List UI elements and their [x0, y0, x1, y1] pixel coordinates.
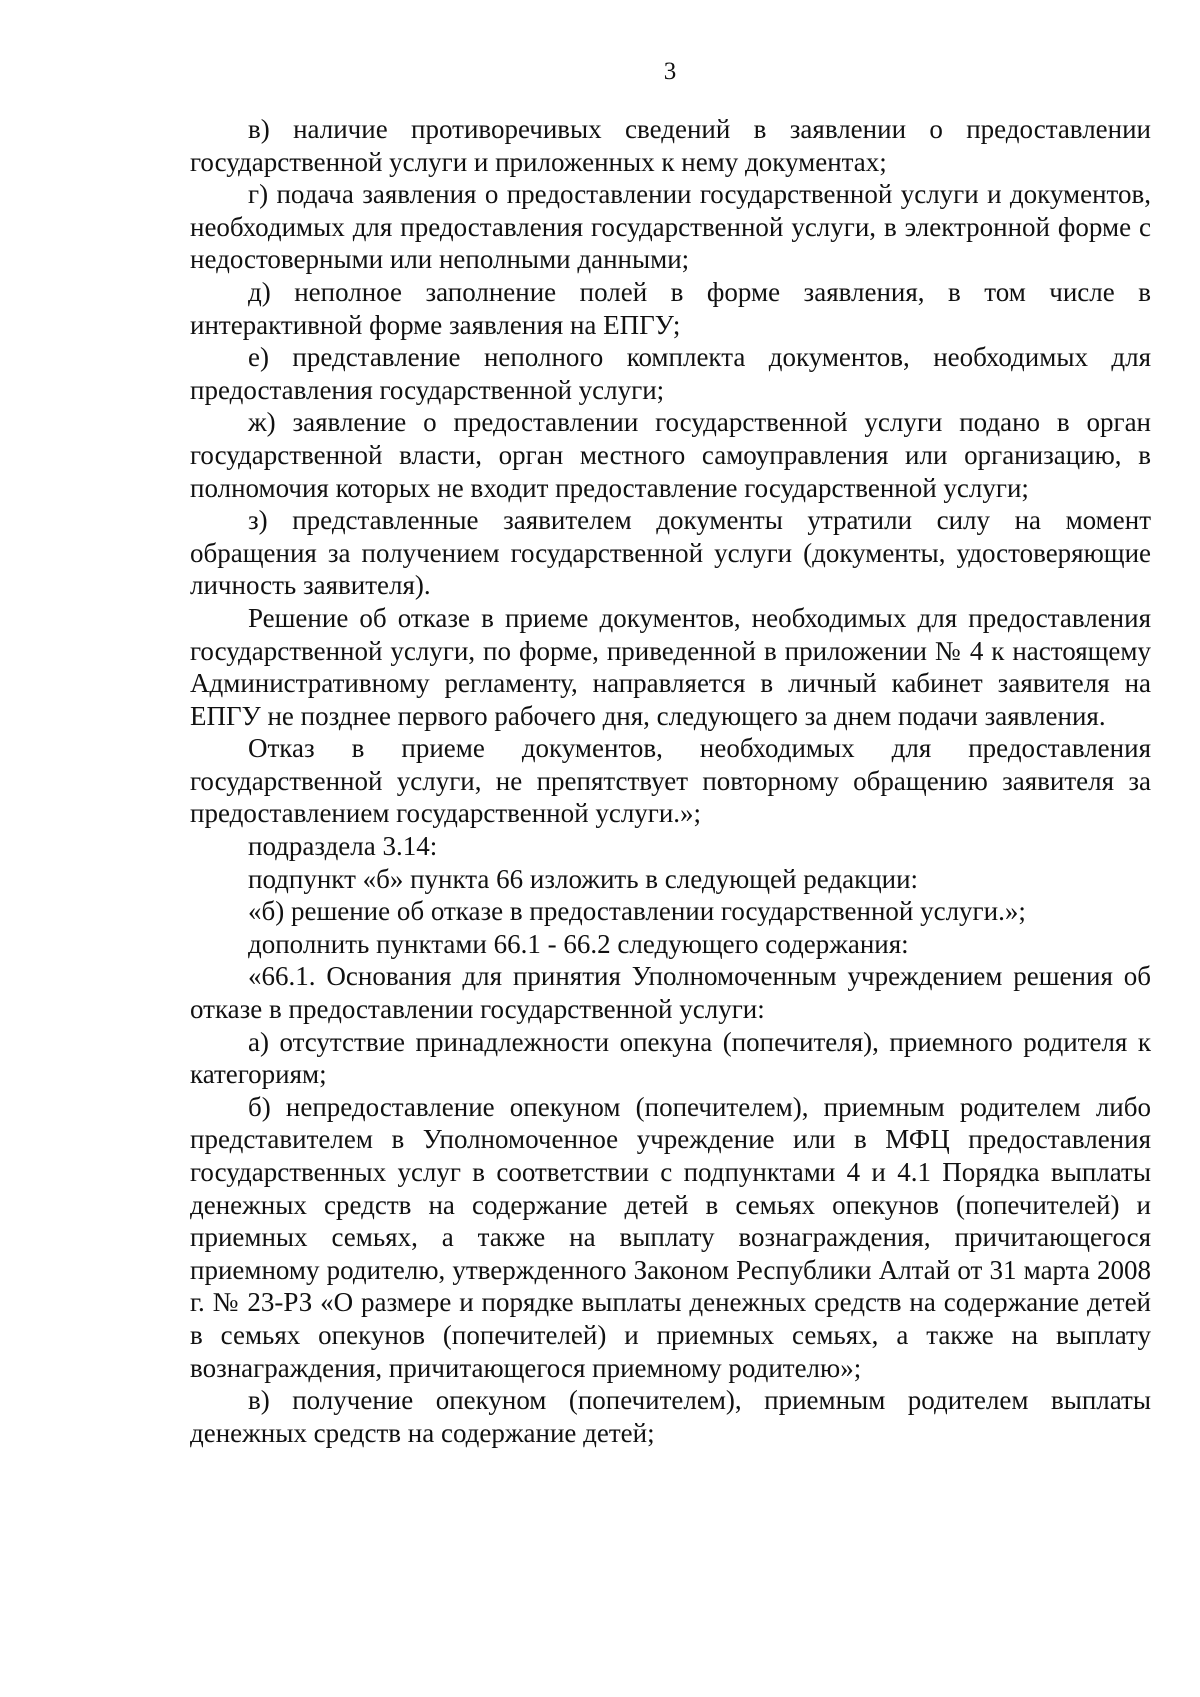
paragraph-a-no-category: а) отсутствие принадлежности опекуна (попечителя), приемного родителя к категориям;: [190, 1026, 1151, 1090]
paragraph-add-items-66-1-66-2: дополнить пунктами 66.1 - 66.2 следующего содержания:: [248, 928, 909, 959]
document-body: [190, 113, 1151, 1449]
paragraph-subsection-3-14: подраздела 3.14:: [248, 831, 438, 862]
paragraph-66-1-grounds: «66.1. Основания для принятия Уполномоченным учреждением решения об отказе в предоставлении государственной услуги:: [190, 961, 1151, 1025]
paragraph-b-refusal-decision: «б) решение об отказе в предоставлении государственной услуги.»;: [248, 896, 1026, 927]
paragraph-g-electronic-submission: г) подача заявления о предоставлении государственной услуги и документов, необходимых для предоставления государственной услуги, в электронной форме с недостоверными или неполными данными;: [190, 179, 1151, 275]
paragraph-b-non-submission: б) непредоставление опекуном (попечителем), приемным родителем либо представителем в Уполномоченное учреждение или в МФЦ предоставления государственных услуг в соответствии с подпунктами 4 и 4.1 Порядка выплаты денежных средств на содержание детей в семьях опекунов (попечителей) и приемных семьях, а также на выплату вознаграждения, причитающегося приемному родителю, утвержденного Законом Республики Алтай от 31 марта 2008 г. № 23-РЗ «О размере и порядке выплаты денежных средств на содержание детей в семьях опекунов (попечителей) и приемных семьях, а также на выплату вознаграждения, причитающегося приемному родителю»;: [190, 1091, 1151, 1383]
paragraph-e-incomplete-documents: е) представление неполного комплекта документов, необходимых для предоставления государственной услуги;: [190, 342, 1151, 405]
paragraph-v-receiving-payment: в) получение опекуном (попечителем), приемным родителем выплаты денежных средств на содержание детей;: [190, 1385, 1151, 1448]
paragraph-subpoint-b-item-66: подпункт «б» пункта 66 изложить в следующей редакции:: [248, 863, 919, 894]
paragraph-refusal-decision: Решение об отказе в приеме документов, необходимых для предоставления государственной услуги, по форме, приведенной в приложении № 4 к настоящему Административному регламенту, направляется в личный кабинет заявителя на ЕПГУ не позднее первого рабочего дня, следующего за днем подачи заявления.: [190, 602, 1151, 731]
paragraph-zh-wrong-authority: ж) заявление о предоставлении государственной услуги подано в орган государственной власти, орган местного самоуправления или организацию, в полномочия которых не входит предоставление государственной услуги;: [190, 407, 1151, 503]
paragraph-v-contradictory-info: в) наличие противоречивых сведений в заявлении о предоставлении государственной услуги и приложенных к нему документах;: [190, 114, 1151, 177]
page-number: 3: [663, 58, 677, 85]
paragraph-refusal-no-obstacle: Отказ в приеме документов, необходимых для предоставления государственной услуги, не препятствует повторному обращению заявителя за предоставлением государственной услуги.»;: [190, 733, 1151, 829]
paragraph-z-expired-documents: з) представленные заявителем документы утратили силу на момент обращения за получением государственной услуги (документы, удостоверяющие личность заявителя).: [190, 505, 1151, 601]
paragraph-d-incomplete-fields: д) неполное заполнение полей в форме заявления, в том числе в интерактивной форме заявления на ЕПГУ;: [190, 276, 1151, 340]
